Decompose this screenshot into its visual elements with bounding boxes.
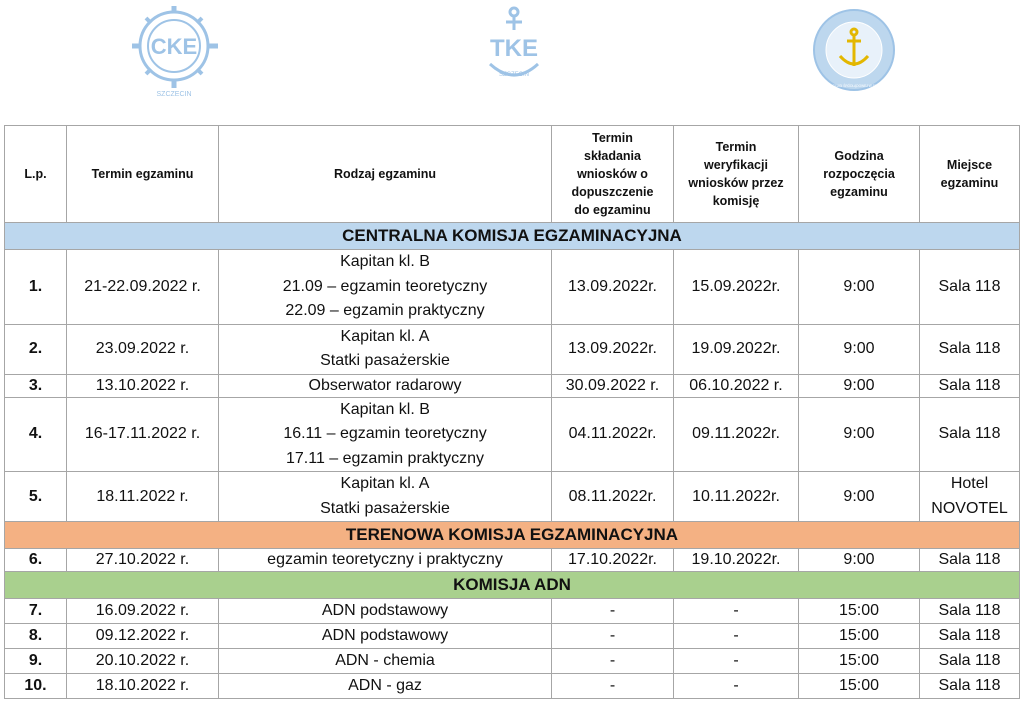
- logo-bar: [0, 0, 1024, 112]
- exam-type: [219, 397, 552, 472]
- exam-location-line: Sala 118: [938, 551, 1001, 568]
- section-title: KOMISJA ADN: [5, 572, 1020, 599]
- exam-date: 20.10.2022 r.: [67, 649, 219, 674]
- exam-date: 18.10.2022 r.: [67, 674, 219, 699]
- application-deadline: 08.11.2022r.: [552, 472, 674, 522]
- cke-logo: [124, 4, 224, 100]
- table-row: [5, 324, 1020, 374]
- exam-location: [920, 472, 1020, 522]
- exam-location-line: Hotel: [950, 475, 989, 492]
- exam-date: 13.10.2022 r.: [67, 374, 219, 397]
- start-time: 9:00: [799, 374, 920, 397]
- application-deadline: -: [552, 649, 674, 674]
- row-number: 6.: [5, 549, 67, 572]
- table-row: [5, 599, 1020, 624]
- exam-type: [219, 624, 552, 649]
- row-number: 2.: [5, 324, 67, 374]
- exam-location-line: Sala 118: [938, 376, 1001, 394]
- exam-date: 09.12.2022 r.: [67, 624, 219, 649]
- tke-logo: [478, 6, 550, 88]
- exam-location: [920, 599, 1020, 624]
- exam-type: [219, 324, 552, 374]
- start-time: 15:00: [799, 649, 920, 674]
- exam-type: [219, 674, 552, 699]
- table-row: [5, 549, 1020, 572]
- exam-type-line: Kapitan kl. A: [340, 475, 430, 492]
- exam-location-line: NOVOTEL: [931, 499, 1008, 517]
- table-header-row: [5, 126, 1020, 223]
- start-time: 9:00: [799, 250, 920, 325]
- exam-type-line: egzamin teoretyczny i praktyczny: [267, 551, 503, 568]
- exam-location: [920, 674, 1020, 699]
- verification-date: 19.09.2022r.: [674, 324, 799, 374]
- section-title: TERENOWA KOMISJA EGZAMINACYJNA: [5, 522, 1020, 549]
- application-deadline: 17.10.2022r.: [552, 549, 674, 572]
- verification-date: 19.10.2022r.: [674, 549, 799, 572]
- row-number: 9.: [5, 649, 67, 674]
- exam-date: 18.11.2022 r.: [67, 472, 219, 522]
- start-time: 15:00: [799, 674, 920, 699]
- table-row: [5, 397, 1020, 472]
- exam-location: [920, 324, 1020, 374]
- header-godzina: Godzina rozpoczęcia egzaminu: [799, 126, 920, 223]
- verification-date: 15.09.2022r.: [674, 250, 799, 325]
- section-title: CENTRALNA KOMISJA EGZAMINACYJNA: [5, 223, 1020, 250]
- exam-date: 21-22.09.2022 r.: [67, 250, 219, 325]
- application-deadline: -: [552, 674, 674, 699]
- exam-location: [920, 549, 1020, 572]
- svg-text:TKE: TKE: [490, 35, 538, 62]
- start-time: 15:00: [799, 624, 920, 649]
- start-time: 9:00: [799, 397, 920, 472]
- exam-type: [219, 374, 552, 397]
- exam-location-line: Sala 118: [938, 339, 1001, 357]
- application-deadline: 30.09.2022 r.: [552, 374, 674, 397]
- header-miejsce: Miejsce egzaminu: [920, 126, 1020, 223]
- row-number: 7.: [5, 599, 67, 624]
- verification-date: 06.10.2022 r.: [674, 374, 799, 397]
- exam-type-line: Kapitan kl. B: [340, 253, 430, 270]
- exam-date: 27.10.2022 r.: [67, 549, 219, 572]
- table-row: [5, 472, 1020, 522]
- exam-type-line: 16.11 – egzamin teoretyczny: [283, 425, 487, 442]
- table-row: [5, 649, 1020, 674]
- exam-type: [219, 549, 552, 572]
- table-row: [5, 674, 1020, 699]
- exam-type-line: Kapitan kl. B: [340, 400, 430, 418]
- verification-date: -: [674, 624, 799, 649]
- exam-type-line: ADN podstawowy: [321, 602, 449, 619]
- svg-text:SZCZECIN: SZCZECIN: [156, 91, 192, 98]
- row-number: 1.: [5, 250, 67, 325]
- exam-type-line: Kapitan kl. A: [340, 327, 430, 345]
- exam-type-line: Statki pasażerskie: [320, 499, 450, 517]
- start-time: 9:00: [799, 324, 920, 374]
- exam-type-line: 22.09 – egzamin praktyczny: [285, 302, 485, 319]
- row-number: 8.: [5, 624, 67, 649]
- exam-type-line: 17.11 – egzamin praktyczny: [285, 449, 485, 467]
- header-lp: L.p.: [5, 126, 67, 223]
- section-centralna: [5, 223, 1020, 250]
- exam-location-line: Sala 118: [938, 602, 1001, 619]
- exam-location: [920, 250, 1020, 325]
- svg-text:SZCZECIN: SZCZECIN: [499, 72, 529, 78]
- exam-location-line: Sala 118: [938, 277, 1001, 295]
- row-number: 3.: [5, 374, 67, 397]
- table-row: [5, 374, 1020, 397]
- application-deadline: 13.09.2022r.: [552, 324, 674, 374]
- start-time: 9:00: [799, 472, 920, 522]
- header-weryfikacja: Termin weryfikacji wniosków przez komisję: [674, 126, 799, 223]
- seal-text: URZĄD ŻEGLUGI ŚRÓDLĄDOWEJ W SZCZECINIE: [816, 84, 892, 88]
- verification-date: 10.11.2022r.: [674, 472, 799, 522]
- exam-type-line: Obserwator radarowy: [308, 376, 462, 394]
- exam-type-line: ADN podstawowy: [321, 627, 449, 644]
- verification-date: -: [674, 599, 799, 624]
- application-deadline: -: [552, 624, 674, 649]
- seal-logo: [810, 8, 898, 92]
- exam-location: [920, 649, 1020, 674]
- exam-date: 23.09.2022 r.: [67, 324, 219, 374]
- table-row: [5, 624, 1020, 649]
- exam-date: 16-17.11.2022 r.: [67, 397, 219, 472]
- exam-location: [920, 624, 1020, 649]
- exam-type-line: ADN - gaz: [348, 677, 422, 694]
- header-wnioski: Termin składania wniosków o dopuszczenie do egzaminu: [552, 126, 674, 223]
- row-number: 5.: [5, 472, 67, 522]
- start-time: 9:00: [799, 549, 920, 572]
- exam-type-line: ADN - chemia: [335, 652, 435, 669]
- exam-type: [219, 250, 552, 325]
- exam-type: [219, 599, 552, 624]
- verification-date: -: [674, 674, 799, 699]
- exam-location-line: Sala 118: [938, 677, 1001, 694]
- exam-location: [920, 374, 1020, 397]
- application-deadline: -: [552, 599, 674, 624]
- application-deadline: 04.11.2022r.: [552, 397, 674, 472]
- verification-date: 09.11.2022r.: [674, 397, 799, 472]
- exam-location-line: Sala 118: [938, 652, 1001, 669]
- exam-location: [920, 397, 1020, 472]
- exam-date: 16.09.2022 r.: [67, 599, 219, 624]
- verification-date: -: [674, 649, 799, 674]
- section-adn: [5, 572, 1020, 599]
- exam-type-line: 21.09 – egzamin teoretyczny: [282, 277, 488, 295]
- application-deadline: 13.09.2022r.: [552, 250, 674, 325]
- row-number: 4.: [5, 397, 67, 472]
- table-row: [5, 250, 1020, 325]
- svg-text:CKE: CKE: [150, 34, 198, 59]
- exam-type: [219, 472, 552, 522]
- row-number: 10.: [5, 674, 67, 699]
- exam-type-line: Statki pasażerskie: [320, 352, 450, 369]
- header-rodzaj: Rodzaj egzaminu: [219, 126, 552, 223]
- exam-schedule-table: [4, 125, 1020, 699]
- exam-location-line: Sala 118: [938, 627, 1001, 644]
- exam-type: [219, 649, 552, 674]
- exam-location-line: Sala 118: [938, 425, 1001, 442]
- header-termin: Termin egzaminu: [67, 126, 219, 223]
- start-time: 15:00: [799, 599, 920, 624]
- section-terenowa: [5, 522, 1020, 549]
